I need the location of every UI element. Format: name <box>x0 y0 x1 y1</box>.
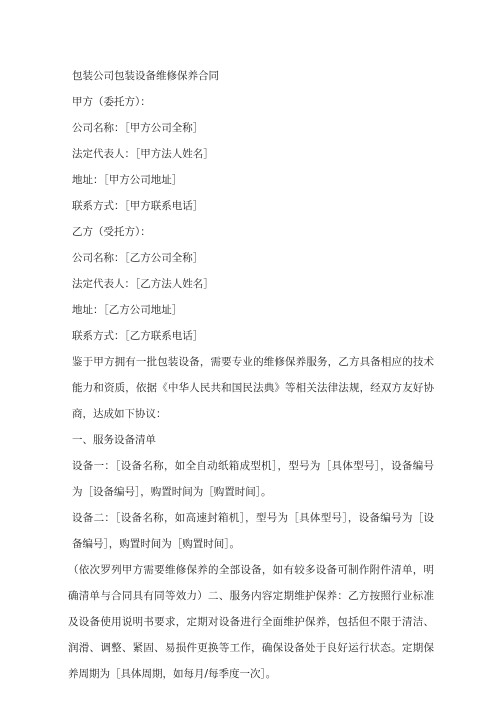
equipment-2-paragraph: 设备二：［设备名称，如高速封箱机］，型号为［具体型号］，设备编号为［设备编号］，购置时间为［购置时间］。 <box>72 512 434 550</box>
section-2-paragraph: （依次罗列甲方需要维修保养的全部设备，如有较多设备可制作附件清单，明确清单与合同具有同等效力）二、服务内容定期维护保养：乙方按照行业标准及设备使用说明书要求，定期对设备进行全面维护保养，包括但不限于清洁、润滑、调整、紧固、易损件更换等工作，确保设备处于良好运行状态。定期保养周期为［具体周期，如每月/每季度一次］。 <box>68 564 434 680</box>
contract-body <box>68 63 434 687</box>
preamble-paragraph: 鉴于甲方拥有一批包装设备，需要专业的维修保养服务，乙方具备相应的技术能力和资质，依据《中华人民共和国民法典》等相关法律法规，经双方友好协商，达成如下协议： <box>72 356 434 420</box>
party-a-address: 地址：［甲方公司地址］ <box>72 174 183 186</box>
party-b-contact: 联系方式：［乙方联系电话］ <box>72 330 204 342</box>
party-b-legal-rep: 法定代表人：［乙方法人姓名］ <box>72 278 214 290</box>
party-a-contact: 联系方式：［甲方联系电话］ <box>72 200 204 212</box>
party-b-address: 地址：［乙方公司地址］ <box>72 304 183 316</box>
contract-title: 包装公司包装设备维修保养合同 <box>72 70 219 82</box>
party-a-legal-rep: 法定代表人：［甲方法人姓名］ <box>72 148 214 160</box>
party-a-heading: 甲方（委托方）： <box>72 96 151 108</box>
equipment-1-paragraph: 设备一：［设备名称，如全自动纸箱成型机］，型号为［具体型号］，设备编号为［设备编号］，购置时间为［购置时间］。 <box>72 460 434 498</box>
party-b-company: 公司名称：［乙方公司全称］ <box>72 252 204 264</box>
party-b-heading: 乙方（受托方）： <box>72 226 151 238</box>
section-1-title: 一、服务设备清单 <box>72 434 156 446</box>
party-a-company: 公司名称：［甲方公司全称］ <box>72 122 204 134</box>
